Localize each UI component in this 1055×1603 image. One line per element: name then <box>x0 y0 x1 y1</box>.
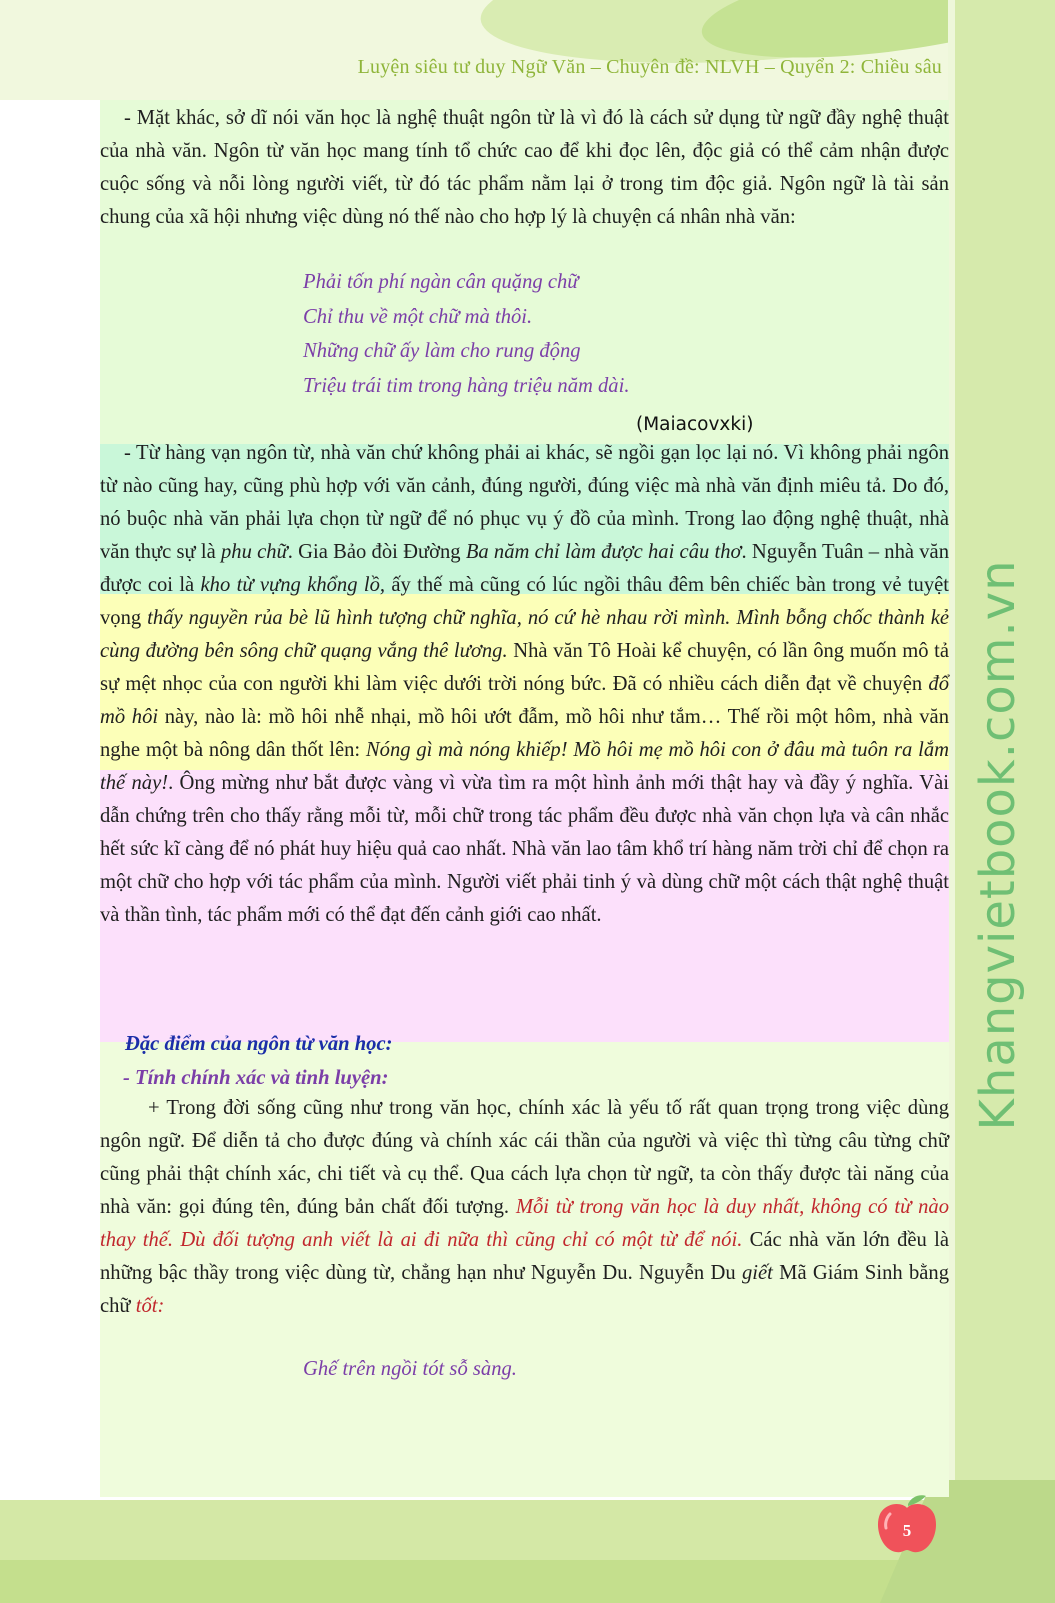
poem-line: Triệu trái tim trong hàng triệu năm dài. <box>303 374 630 397</box>
poem-line: Chỉ thu về một chữ mà thôi. <box>303 305 533 328</box>
poem-author: (Maiacovxki) <box>636 414 754 435</box>
italic-run: Nóng gì mà nóng khiếp! Mồ hôi mẹ mồ hôi con ở đâu mà tuôn ra lắm thế này! <box>100 739 949 794</box>
poem-maiacovxki <box>303 265 629 403</box>
italic-run: giết <box>741 1262 773 1284</box>
italic-run: đổ mồ hôi <box>100 673 949 728</box>
page-number-badge <box>872 1492 942 1556</box>
poem-line: Phải tốn phí ngàn cân quặng chữ <box>303 271 579 293</box>
page-number: 5 <box>902 1521 912 1540</box>
paragraph-word-selection <box>100 437 949 932</box>
paragraph-intro: - Mặt khác, sở dĩ nói văn học là nghệ thuật ngôn từ là vì đó là cách sử dụng từ ngữ đầy nghệ thuật của nhà văn. Ngôn từ văn học mang tính tổ chức cao để khi đọc lên, độc giả có thể cảm nhận được cuộc sống và nỗi lòng người viết, từ đó tác phẩm nằm lại ở trong tim độc giả. Ngôn ngữ là tài sản chung của xã hội nhưng việc dùng nó thế nào cho hợp lý là chuyện cá nhân nhà văn: <box>100 107 949 228</box>
site-watermark: Khangvietbook.com.vn <box>970 559 1026 1131</box>
text-run: ấy thế mà cũng có lúc ngồi thâu đêm bên chiếc bàn trong vẻ tuyệt vọng <box>100 574 949 629</box>
poem-nguyen-du: Ghế trên ngồi tót sỗ sàng. <box>303 1358 517 1380</box>
text-run: . Gia Bảo đòi Đường <box>287 541 466 563</box>
text-run: - Từ hàng vạn ngôn từ, nhà văn chứ không phải ai khác, sẽ ngồi gạn lọc lại nó. Vì không phải ngôn từ nào cũng hay, cũng phù hợp với văn cảnh, đúng người, đúng việc mà nhà văn định miêu tả. Do đó, nó buộc nhà văn phải lựa chọn từ ngữ để nó phục vụ ý đồ của mình. Trong lao động nghệ thuật, nhà văn thực sự là <box>100 442 949 563</box>
subsection-heading: - Tính chính xác và tinh luyện: <box>123 1067 389 1089</box>
section-heading: Đặc điểm của ngôn từ văn học: <box>125 1033 393 1055</box>
text-run: Nhà văn Tô Hoài kể chuyện, có lần ông muốn mô tả sự mệt nhọc của con người khi làm việc dưới trời nóng bức. Đã có nhiều cách diễn đạt về chuyện <box>100 640 949 695</box>
text-run: . Nguyễn Tuân – nhà văn được coi là <box>100 541 949 596</box>
italic-run: thấy nguyền rủa bè lũ hình tượng chữ nghĩa, nó cứ hè nhau rời mình. Mình bỗng chốc thành kẻ cùng đường bên sông chữ quạng vắng thê lương. <box>100 607 949 662</box>
text-run: Mã Giám Sinh bằng chữ <box>100 1262 949 1317</box>
paragraph-precision <box>100 1092 949 1323</box>
text-run: . Ông mừng như bắt được vàng vì vừa tìm ra một hình ảnh mới thật hay và đầy ý nghĩa. Vài dẫn chứng trên cho thấy rằng mỗi từ, mỗi chữ trong tác phẩm đều được nhà văn chọn lựa và cân nhắc hết sức kĩ càng để nó phát huy hiệu quả cao nhất. Nhà văn lao tâm khổ trí hàng năm trời chỉ để chọn ra một chữ cho hợp với tác phẩm của mình. Người viết phải tinh ý và dùng chữ một cách thật nghệ thuật và thần tình, tác phẩm mới có thể đạt đến cảnh giới cao nhất. <box>100 772 949 926</box>
emphasis-run: Mỗi từ trong văn học là duy nhất, không có từ nào thay thế. Dù đối tượng anh viết là ai đi nữa thì cũng chỉ có một từ để nói. <box>100 1196 949 1251</box>
emphasis-run: tốt: <box>135 1295 165 1317</box>
italic-run: kho từ vựng khổng lồ, <box>200 574 386 596</box>
text-run: + Trong đời sống cũng như trong văn học, chính xác là yếu tố rất quan trọng trong việc dùng ngôn ngữ. Để diễn tả cho được đúng và chính xác cái thần của người và việc thì từng câu từng chữ cũng phải thật chính xác, chi tiết và cụ thể. Qua cách lựa chọn từ ngữ, ta còn thấy được tài năng của nhà văn: gọi đúng tên, đúng bản chất đối tượng. <box>100 1097 949 1218</box>
poem-line: Những chữ ấy làm cho rung động <box>303 340 581 362</box>
text-run: này, nào là: mồ hôi nhễ nhại, mồ hôi ướt đẫm, mồ hôi như tắm… Thế rồi một hôm, nhà văn nghe một bà nông dân thốt lên: <box>100 706 949 761</box>
running-header: Luyện siêu tư duy Ngữ Văn – Chuyên đề: NLVH – Quyển 2: Chiều sâu <box>357 56 942 78</box>
apple-icon <box>872 1492 942 1556</box>
text-run: Các nhà văn lớn đều là những bậc thầy trong việc dùng từ, chẳng hạn như Nguyễn Du. Nguyễn Du <box>100 1229 949 1284</box>
italic-run: phu chữ <box>221 541 288 563</box>
italic-run: Ba năm chỉ làm được hai câu thơ <box>465 541 742 563</box>
